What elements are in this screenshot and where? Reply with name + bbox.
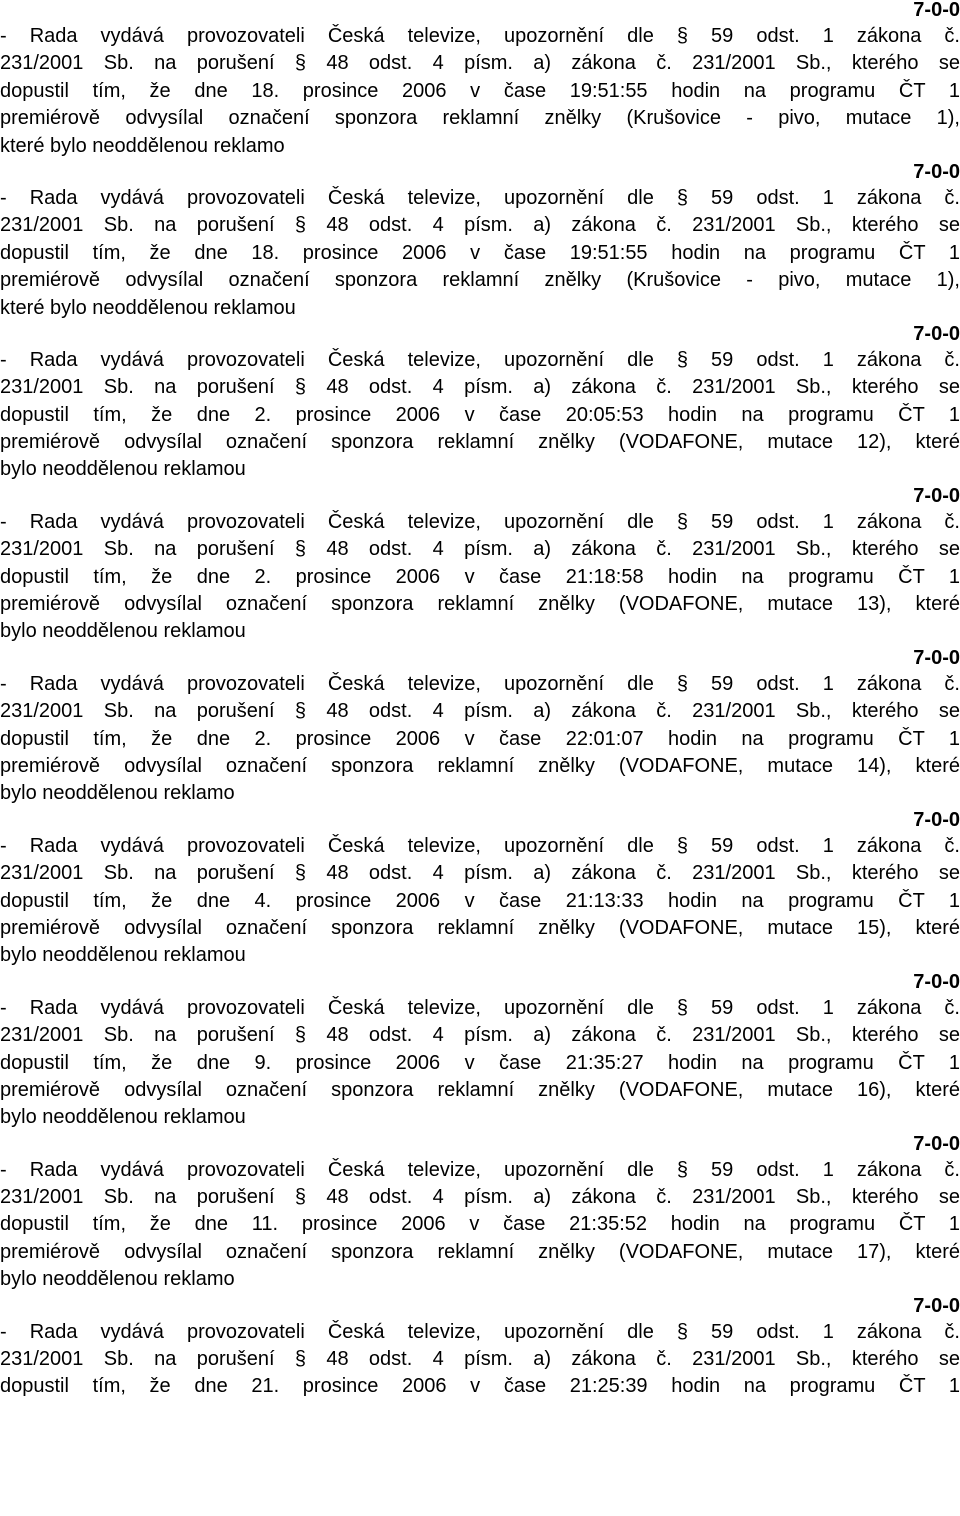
resolution-text: [0, 1319, 960, 1401]
text-line: dopustil tím, že dne 2. prosince 2006 v čase 21:18:58 hodin na programu ČT 1: [0, 565, 960, 588]
text-line: - Rada vydává provozovateli Česká televize, upozornění dle § 59 odst. 1 zákona č.: [0, 186, 960, 209]
text-line: - Rada vydává provozovateli Česká televize, upozornění dle § 59 odst. 1 zákona č.: [0, 1320, 960, 1343]
text-line: - Rada vydává provozovateli Česká televize, upozornění dle § 59 odst. 1 zákona č.: [0, 834, 960, 857]
vote-result: 7-0-0: [913, 970, 960, 993]
vote-result: 7-0-0: [913, 808, 960, 831]
resolution-entry: [0, 0, 960, 160]
text-line: dopustil tím, že dne 2. prosince 2006 v čase 20:05:53 hodin na programu ČT 1: [0, 403, 960, 426]
text-line: premiérově odvysílal označení sponzora reklamní znělky (Krušovice - pivo, mutace 1),: [0, 107, 960, 130]
text-line: bylo neoddělenou reklamo: [0, 782, 235, 805]
resolution-text: [0, 347, 960, 484]
vote-result: 7-0-0: [913, 1132, 960, 1155]
text-line: dopustil tím, že dne 9. prosince 2006 v čase 21:35:27 hodin na programu ČT 1: [0, 1051, 960, 1074]
resolution-entry: [0, 970, 960, 1132]
text-line: dopustil tím, že dne 11. prosince 2006 v čase 21:35:52 hodin na programu ČT 1: [0, 1213, 960, 1236]
resolution-entry: [0, 322, 960, 484]
text-line: bylo neoddělenou reklamou: [0, 620, 246, 643]
text-line: - Rada vydává provozovateli Česká televize, upozornění dle § 59 odst. 1 zákona č.: [0, 1158, 960, 1181]
vote-result: 7-0-0: [913, 160, 960, 183]
resolution-entry: [0, 484, 960, 646]
resolution-entry: [0, 160, 960, 322]
text-line: bylo neoddělenou reklamou: [0, 944, 246, 967]
text-line: premiérově odvysílal označení sponzora reklamní znělky (VODAFONE, mutace 17), které: [0, 1240, 960, 1263]
text-line: 231/2001 Sb. na porušení § 48 odst. 4 písm. a) zákona č. 231/2001 Sb., kterého se: [0, 1348, 960, 1371]
text-line: - Rada vydává provozovateli Česká televize, upozornění dle § 59 odst. 1 zákona č.: [0, 510, 960, 533]
text-line: 231/2001 Sb. na porušení § 48 odst. 4 písm. a) zákona č. 231/2001 Sb., kterého se: [0, 538, 960, 561]
vote-result: 7-0-0: [913, 322, 960, 345]
resolution-entry: [0, 808, 960, 970]
text-line: bylo neoddělenou reklamo: [0, 1268, 235, 1291]
text-line: dopustil tím, že dne 18. prosince 2006 v čase 19:51:55 hodin na programu ČT 1: [0, 241, 960, 264]
text-line: 231/2001 Sb. na porušení § 48 odst. 4 písm. a) zákona č. 231/2001 Sb., kterého se: [0, 376, 960, 399]
resolution-text: [0, 1157, 960, 1294]
text-line: bylo neoddělenou reklamou: [0, 1106, 246, 1129]
text-line: 231/2001 Sb. na porušení § 48 odst. 4 písm. a) zákona č. 231/2001 Sb., kterého se: [0, 1186, 960, 1209]
text-line: bylo neoddělenou reklamou: [0, 458, 246, 481]
text-line: - Rada vydává provozovateli Česká televize, upozornění dle § 59 odst. 1 zákona č.: [0, 996, 960, 1019]
text-line: premiérově odvysílal označení sponzora reklamní znělky (Krušovice - pivo, mutace 1),: [0, 269, 960, 292]
resolution-entry: [0, 646, 960, 808]
resolution-text: [0, 833, 960, 970]
text-line: premiérově odvysílal označení sponzora reklamní znělky (VODAFONE, mutace 14), které: [0, 754, 960, 777]
vote-result: 7-0-0: [913, 0, 960, 21]
vote-result: 7-0-0: [913, 646, 960, 669]
text-line: dopustil tím, že dne 18. prosince 2006 v čase 19:51:55 hodin na programu ČT 1: [0, 79, 960, 102]
vote-result: 7-0-0: [913, 1294, 960, 1317]
text-line: dopustil tím, že dne 4. prosince 2006 v čase 21:13:33 hodin na programu ČT 1: [0, 889, 960, 912]
text-line: 231/2001 Sb. na porušení § 48 odst. 4 písm. a) zákona č. 231/2001 Sb., kterého se: [0, 1024, 960, 1047]
text-line: premiérově odvysílal označení sponzora reklamní znělky (VODAFONE, mutace 13), které: [0, 593, 960, 616]
text-line: premiérově odvysílal označení sponzora reklamní znělky (VODAFONE, mutace 16), které: [0, 1078, 960, 1101]
text-line: dopustil tím, že dne 21. prosince 2006 v čase 21:25:39 hodin na programu ČT 1: [0, 1375, 960, 1398]
text-line: premiérově odvysílal označení sponzora reklamní znělky (VODAFONE, mutace 12), které: [0, 431, 960, 454]
text-line: - Rada vydává provozovateli Česká televize, upozornění dle § 59 odst. 1 zákona č.: [0, 348, 960, 371]
text-line: 231/2001 Sb. na porušení § 48 odst. 4 písm. a) zákona č. 231/2001 Sb., kterého se: [0, 52, 960, 75]
resolution-entry: [0, 1132, 960, 1294]
resolution-text: [0, 185, 960, 322]
resolution-text: [0, 509, 960, 646]
text-line: 231/2001 Sb. na porušení § 48 odst. 4 písm. a) zákona č. 231/2001 Sb., kterého se: [0, 862, 960, 885]
text-line: dopustil tím, že dne 2. prosince 2006 v čase 22:01:07 hodin na programu ČT 1: [0, 727, 960, 750]
text-line: které bylo neoddělenou reklamo: [0, 134, 285, 157]
text-line: - Rada vydává provozovateli Česká televize, upozornění dle § 59 odst. 1 zákona č.: [0, 672, 960, 695]
text-line: které bylo neoddělenou reklamou: [0, 296, 296, 319]
resolution-entry: [0, 1294, 960, 1401]
text-line: premiérově odvysílal označení sponzora reklamní znělky (VODAFONE, mutace 15), které: [0, 916, 960, 939]
text-line: 231/2001 Sb. na porušení § 48 odst. 4 písm. a) zákona č. 231/2001 Sb., kterého se: [0, 700, 960, 723]
vote-result: 7-0-0: [913, 484, 960, 507]
resolution-text: [0, 671, 960, 808]
text-line: 231/2001 Sb. na porušení § 48 odst. 4 písm. a) zákona č. 231/2001 Sb., kterého se: [0, 214, 960, 237]
resolution-text: [0, 23, 960, 160]
resolution-text: [0, 995, 960, 1132]
text-line: - Rada vydává provozovateli Česká televize, upozornění dle § 59 odst. 1 zákona č.: [0, 25, 960, 47]
